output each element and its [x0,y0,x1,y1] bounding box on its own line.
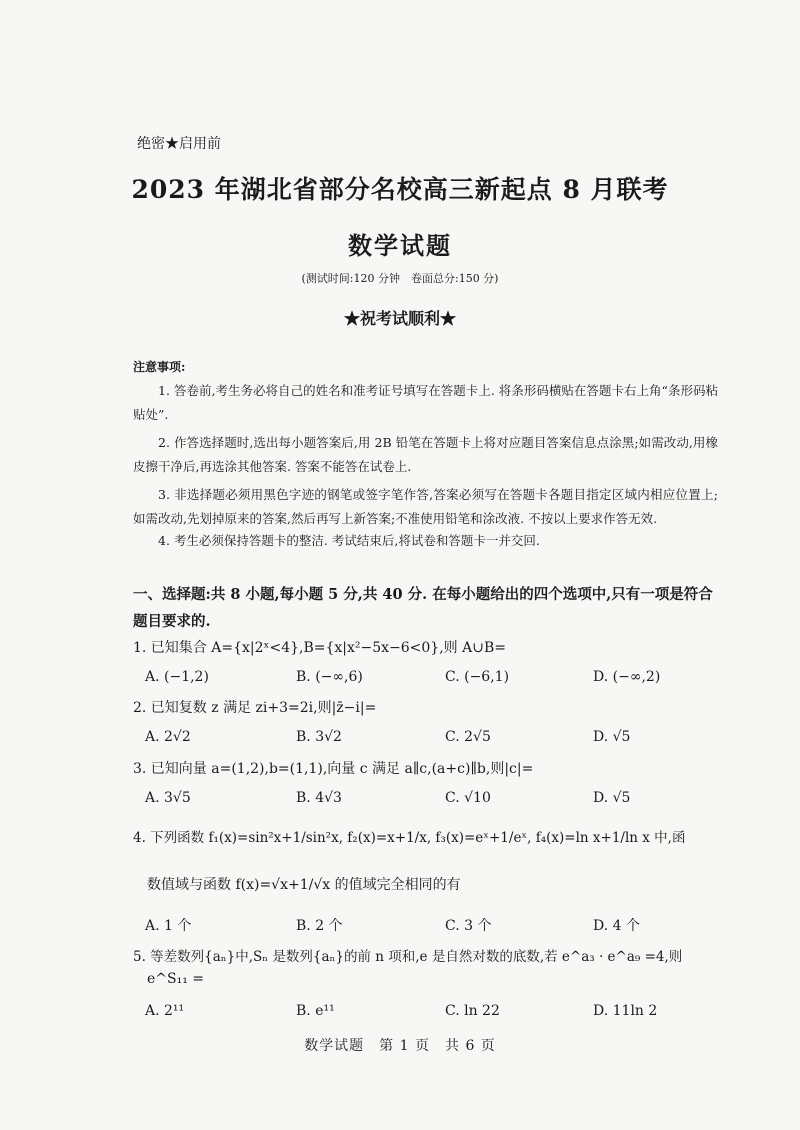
option-c: C. 3 个 [445,918,492,934]
question-stem-continued: e^S₁₁ = [147,971,205,987]
option-a: A. 1 个 [145,918,192,934]
option-b: B. e¹¹ [296,1003,335,1019]
confidential-label: 绝密★启用前 [137,136,221,152]
option-d: D. √5 [593,729,631,745]
option-a: A. 2¹¹ [145,1003,185,1019]
notice-heading: 注意事项: [133,360,186,374]
option-a: A. 3√5 [145,790,191,806]
option-c: C. ln 22 [445,1003,500,1019]
exam-subtitle: 数学试题 [348,231,452,260]
notice-item: 3. 非选择题必须用黑色字迹的钢笔或签字笔作答,答案必须写在答题卡各题目指定区域内相应位置上;如需改动,先划掉原来的答案,然后再写上新答案;不准使用铅笔和涂改液. 不按以上要求作答无效. [133,487,718,526]
question-stem: 1. 已知集合 A={x|2ˣ<4},B={x|x²−5x−6<0},则 A∪B= [133,640,506,656]
option-c: C. √10 [445,790,491,806]
option-d: D. (−∞,2) [593,669,661,685]
exam-title: 2023 年湖北省部分名校高三新起点 8 月联考 [131,175,669,204]
option-c: C. (−6,1) [445,669,510,685]
option-d: D. 11ln 2 [593,1003,658,1019]
option-c: C. 2√5 [445,729,491,745]
option-b: B. (−∞,6) [296,669,363,685]
notice-item: 2. 作答选择题时,选出每小题答案后,用 2B 铅笔在答题卡上将对应题目答案信息点涂黑;如需改动,用橡皮擦干净后,再选涂其他答案. 答案不能答在试卷上. [133,435,718,474]
option-b: B. 4√3 [296,790,342,806]
question-stem: 3. 已知向量 a=(1,2),b=(1,1),向量 c 满足 a∥c,(a+c)∥b,则|c|= [133,761,534,777]
option-a: A. (−1,2) [145,669,209,685]
option-a: A. 2√2 [145,729,191,745]
question-stem: 4. 下列函数 f₁(x)=sin²x+1/sin²x, f₂(x)=x+1/x, f₃(x)=eˣ+1/eˣ, f₄(x)=ln x+1/ln x 中,函 [133,830,686,846]
notice-item: 4. 考生必须保持答题卡的整洁. 考试结束后,将试卷和答题卡一并交回. [158,533,540,548]
question-stem-continued: 数值域与函数 f(x)=√x+1/√x 的值域完全相同的有 [147,877,461,893]
exam-info: (测试时间:120 分钟 卷面总分:150 分) [301,272,499,285]
question-stem: 5. 等差数列{aₙ}中,Sₙ 是数列{aₙ}的前 n 项和,e 是自然对数的底数,若 e^a₃ · e^a₉ =4,则 [133,949,683,965]
notice-item: 1. 答卷前,考生务必将自己的姓名和准考证号填写在答题卡上. 将条形码横贴在答题卡右上角“条形码粘贴处”. [133,383,718,422]
option-b: B. 2 个 [296,918,343,934]
question-stem: 2. 已知复数 z 满足 zi+3=2i,则|z̄−i|= [133,700,377,716]
option-d: D. 4 个 [593,918,640,934]
option-b: B. 3√2 [296,729,342,745]
page-footer: 数学试题 第 1 页 共 6 页 [304,1038,496,1054]
section-heading: 一、选择题:共 8 小题,每小题 5 分,共 40 分. 在每小题给出的四个选项中,只有一项是符合题目要求的. [133,586,713,630]
option-d: D. √5 [593,790,631,806]
good-luck-line: ★祝考试顺利★ [343,309,456,328]
